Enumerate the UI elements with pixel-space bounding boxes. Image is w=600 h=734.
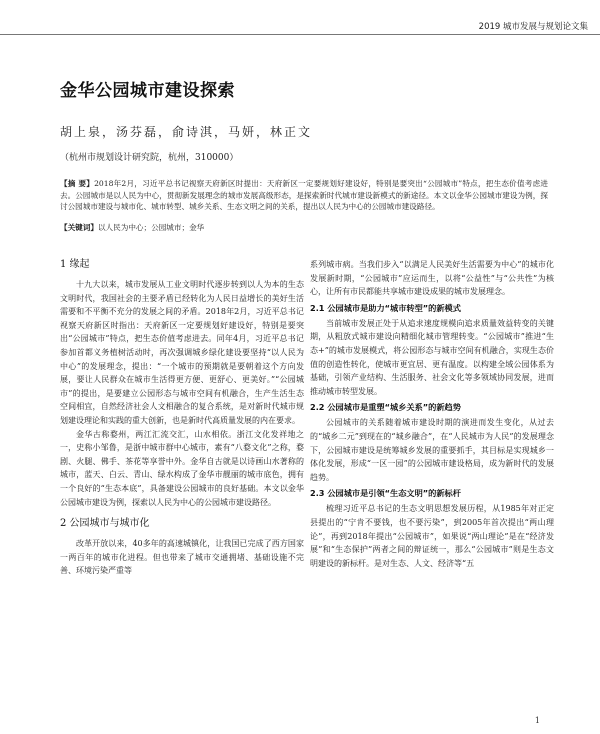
author-list: 胡上泉，汤芬磊，俞诗淇，马妍，林正文 xyxy=(60,125,313,139)
abstract xyxy=(60,178,548,213)
page-number: 1 xyxy=(534,716,540,725)
paragraph: 十九大以来，城市发展从工业文明时代逐步转到以人为本的生态文明时代，我国社会的主要矛盾已经转化为人民日益增长的美好生活需要和不平衡不充分的发展之间的矛盾。2018年2月，习近平总书记视察天府新区时指出：天府新区一定要规划好建设好，特别是要突出“公园城市”特点，把生态价值考虑进去。同年4月，习近平总书记参加首都义务植树活动时，再次强调城乡绿化建设要坚持“以人民为中心”的发展理念，提出：“一个城市的预期就是要朝着这个方向发展，要让人民群众在城市生活得更方便、更舒心、更美好。”“公园城市”的提出，是要建立公园形态与城市空间有机融合，生产生活生态空间相宜，自然经济社会人文相融合的复合系统，是对新时代城市规划建设理论和实践的重大创新，也是新时代高质量发展的内在要求。 xyxy=(60,280,304,425)
paragraph: 改革开放以来，40多年的高速城镇化，让我国已完成了西方国家一两百年的城市化进程。但也带来了城市交通拥堵、基础设施不完善、环境污染严重等 xyxy=(60,539,304,576)
conference-name: 2019 城市发展与规划论文集 xyxy=(478,22,588,32)
paragraph: 系列城市病。当我们步入“以满足人民美好生活需要为中心”的城市化发展新时期，“公园城市”应运而生，以将“公益性”与“公共性”为核心，让所有市民都能共享城市建设成果的城市发展理念。 xyxy=(310,260,554,297)
affiliation: （杭州市规划设计研究院，杭州，310000） xyxy=(60,153,239,163)
left-column xyxy=(60,258,304,578)
paragraph: 金华古称婺州，两江汇流交汇，山水相依。浙江文化发祥地之一，史称小邹鲁，是浙中城市群中心城市，素有“八婺文化”之称，婺剧、火腿、佛手、茶花等享誉中外。金华自古就是以诗画山水著称的城市，蓝天、白云、青山、绿水构成了金华市靓丽的城市底色，拥有一个良好的“生态本底”，具备建设公园城市的良好基础。本文以金华公园城市建设为例，探索以人民为中心的公园城市建设路径。 xyxy=(60,429,304,507)
paragraph: 公园城市的关系随着城市建设时期的演进而发生变化，从过去的“城乡二元”到现在的“城乡融合”，在“人民城市为人民”的发展理念下，公园城市建设是统筹城乡发展的重要抓手，其目标是实现城乡一体化发展，形成“一区一园”的公园城市建设格局，成为新时代的发展趋势。 xyxy=(310,418,554,482)
paper-title: 金华公园城市建设探索 xyxy=(60,81,235,101)
section-2-heading: 2 公园城市与城市化 xyxy=(60,518,150,530)
header-rule xyxy=(0,34,600,35)
paragraph: 当前城市发展正处于从追求速度规模向追求质量效益转变的关键期，从粗放式城市建设向精细化城市管理转变。“公园城市”推进“生态+”的城市发展模式，将公园形态与城市空间有机融合，实现生态价值的创造性转化，使城市更宜居、更有温度。以构建全域公园体系为基础，引领产业结构、生活服务、社会文化等多领域协同发展，进而推动城市转型发展。 xyxy=(310,318,554,396)
abstract-label: 【摘 要】 xyxy=(60,179,95,188)
subsection-2-2-heading: 2.2 公园城市是重塑“城乡关系”的新趋势 xyxy=(310,402,461,413)
section-1-heading: 1 缘起 xyxy=(60,259,90,270)
subsection-2-3-heading: 2.3 公园城市是引领“生态文明”的新标杆 xyxy=(310,488,461,499)
running-header xyxy=(0,0,600,34)
abstract-text: 2018年2月，习近平总书记视察天府新区时提出：天府新区一定要规划好建设好，特别是要突出“公园城市”特点，把生态价值考虑进去。公园城市是以人民为中心，贯彻新发展理念的城市发展高级形态，是探索新时代城市建设新模式的新途径。本文以金华公园城市建设为例，探讨公园城市建设与城市化、城市转型、城乡关系、生态文明之间的关系，提出以人民为中心的公园城市建设路径。 xyxy=(60,179,548,211)
keywords-text: 以人民为中心；公园城市；金华 xyxy=(97,223,205,232)
subsection-2-1-heading: 2.1 公园城市是助力“城市转型”的新模式 xyxy=(310,302,461,313)
keywords-label: 【关键词】 xyxy=(60,223,98,232)
paragraph: 梳理习近平总书记的生态文明思想发展历程，从1985年对正定县提出的“宁肯不要钱，也不要污染”，到2005年首次提出“两山理论”，再到2018年提出“公园城市”，如果说“两山理论”是在“经济发展”和“生态保护”两者之间的辩证统一，那么“公园城市”则是生态文明建设的新标杆。是对生态、人文、经济等“五 xyxy=(310,504,554,568)
keywords xyxy=(60,222,204,233)
right-column xyxy=(310,258,554,570)
